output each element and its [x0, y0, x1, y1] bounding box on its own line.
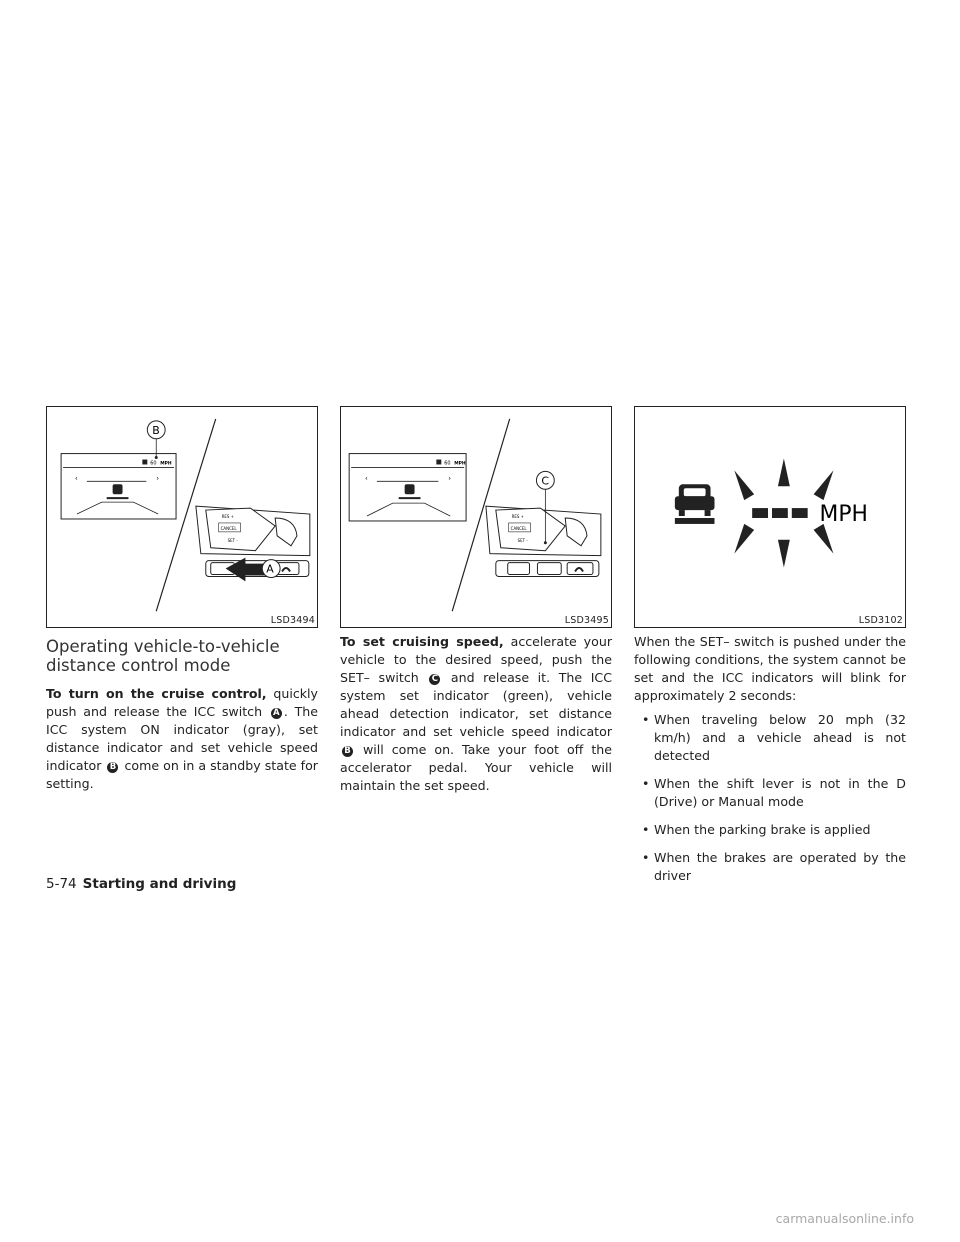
page-footer [46, 876, 236, 892]
list-item: • When the shift lever is not in the D (Drive) or Manual mode [634, 775, 906, 811]
svg-text:MPH: MPH [819, 501, 868, 527]
figure-set-switch [340, 406, 612, 628]
svg-text:MPH: MPH [160, 461, 172, 467]
svg-text:RES +: RES + [511, 513, 525, 519]
svg-text:CANCEL: CANCEL [220, 525, 237, 531]
page-number: 5-74 [46, 876, 77, 892]
figure-code: LSD3494 [270, 615, 315, 626]
column-2 [340, 633, 612, 795]
figure-icc-switch [46, 406, 318, 628]
paragraph-set-speed: To set cruising speed, accelerate your vehicle to the desired speed, push the SET– switch C and release it. The ICC system set indicator (green), vehicle ahead detection indicator, set distance indicator and set vehicle speed indicator B will come on. Take your foot off the accelerator pedal. Your vehicle will maintain the set speed. [340, 634, 612, 793]
callout-a-marker: A [271, 708, 282, 719]
steering-switch-illustration [47, 407, 317, 627]
list-item: • When the parking brake is applied [634, 821, 906, 839]
figure-code: LSD3102 [858, 615, 903, 626]
figure-icc-indicators [634, 406, 906, 628]
list-item: • When traveling below 20 mph (32 km/h) and a vehicle ahead is not detected [634, 711, 906, 765]
svg-text:SET -: SET - [517, 537, 528, 543]
column-1 [46, 633, 318, 793]
svg-text:60: 60 [444, 460, 451, 467]
svg-text:SET -: SET - [227, 537, 238, 543]
svg-text:›: › [156, 474, 160, 483]
callout-b-marker: B [107, 762, 118, 773]
callout-c-marker: C [429, 674, 440, 685]
section-heading: Operating vehicle-to-vehicle distance control mode [46, 637, 280, 675]
list-item: • When the brakes are operated by the driver [634, 849, 906, 885]
blinking-indicator-illustration [635, 407, 905, 627]
conditions-list [634, 711, 906, 885]
svg-text:C: C [541, 474, 550, 488]
figure-code: LSD3495 [564, 615, 609, 626]
svg-text:60: 60 [150, 460, 157, 467]
watermark: carmanualsonline.info [775, 1211, 914, 1226]
svg-text:A: A [266, 562, 274, 576]
svg-text:‹: ‹ [74, 474, 78, 483]
steering-switch-illustration [341, 407, 611, 627]
svg-text:B: B [152, 423, 160, 437]
svg-text:RES +: RES + [221, 513, 234, 519]
column-3 [634, 633, 906, 895]
section-title: Starting and driving [82, 876, 237, 892]
svg-text:›: › [448, 474, 452, 483]
svg-text:‹: ‹ [365, 474, 368, 483]
paragraph-conditions: When the SET– switch is pushed under the following conditions, the system cannot be set and the ICC indicators will blink for approximately 2 seconds: [634, 634, 906, 703]
svg-text:MPH: MPH [454, 461, 466, 467]
paragraph-turn-on: To turn on the cruise control, quickly push and release the ICC switch A . The ICC system ON indicator (gray), set distance indicator and set vehicle speed indicator B come on in a standby state for setting. [46, 686, 319, 791]
svg-text:CANCEL: CANCEL [510, 525, 527, 531]
callout-b-marker: B [342, 746, 353, 757]
